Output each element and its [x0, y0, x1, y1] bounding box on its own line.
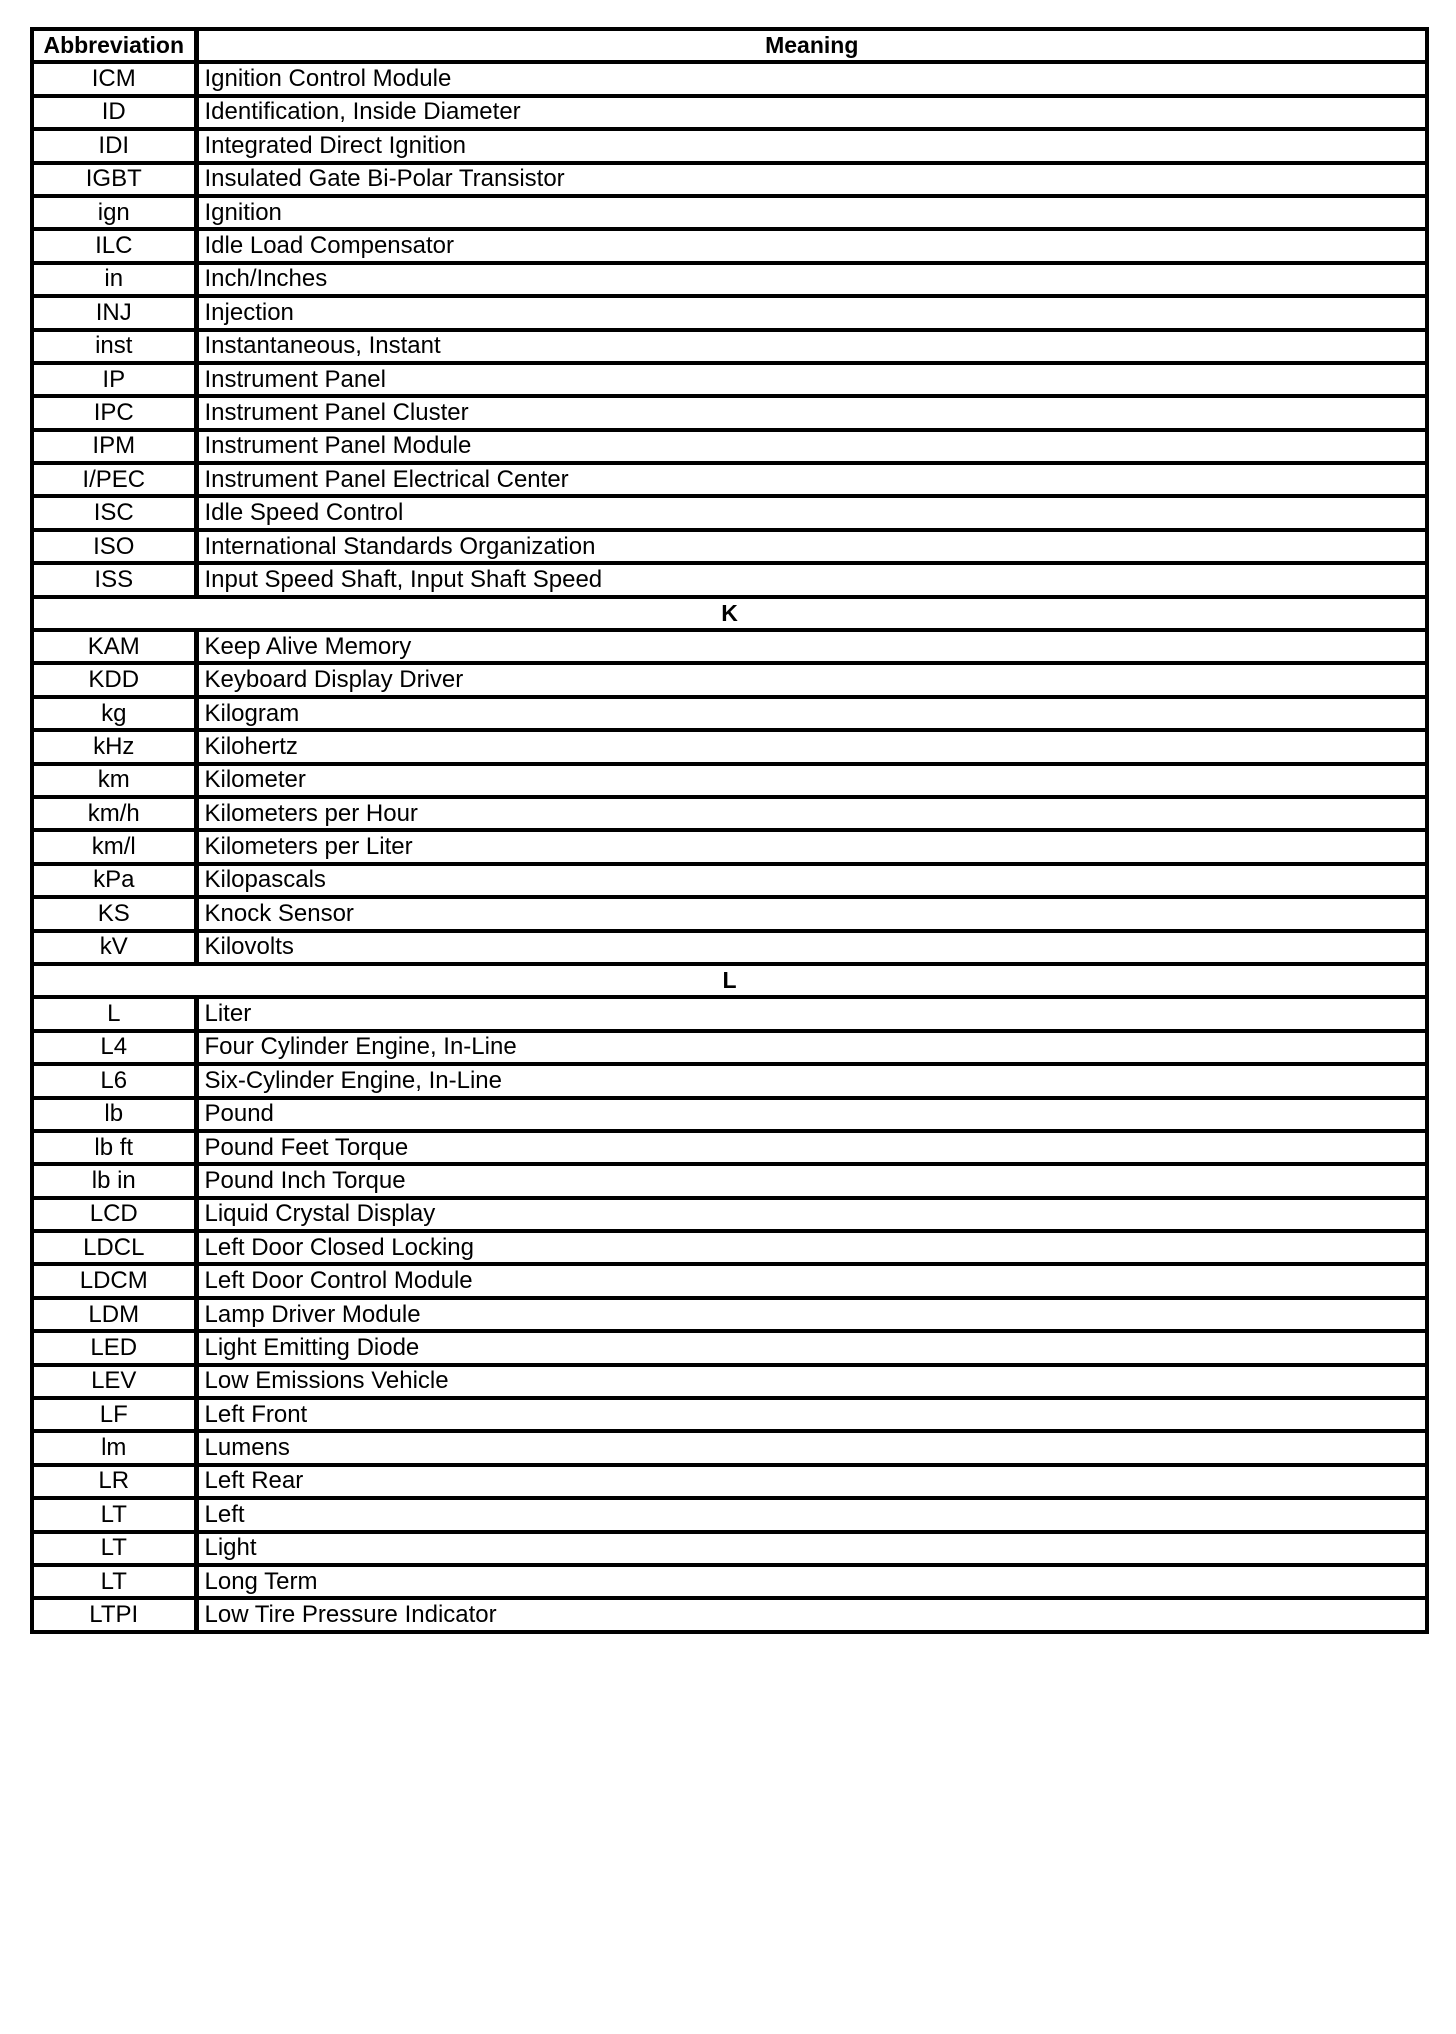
abbreviation-cell: in [32, 263, 196, 296]
abbreviation-cell: ICM [32, 62, 196, 95]
meaning-cell: Keep Alive Memory [196, 630, 1427, 663]
table-row [32, 1365, 1427, 1398]
meaning-cell: Injection [196, 296, 1427, 329]
meaning-cell: Left [196, 1498, 1427, 1531]
meaning-cell: Idle Load Compensator [196, 229, 1427, 262]
table-row [32, 463, 1427, 496]
meaning-cell: Lumens [196, 1431, 1427, 1464]
abbreviation-cell: LED [32, 1331, 196, 1364]
meaning-cell: Kilometer [196, 764, 1427, 797]
abbreviation-cell: kPa [32, 864, 196, 897]
table-row [32, 931, 1427, 964]
header-row [32, 29, 1427, 62]
table-body [32, 62, 1427, 1631]
table-row [32, 730, 1427, 763]
meaning-cell: Inch/Inches [196, 263, 1427, 296]
abbreviation-cell: ID [32, 96, 196, 129]
abbreviation-cell: LR [32, 1465, 196, 1498]
abbreviation-cell: LDCL [32, 1231, 196, 1264]
table-row [32, 363, 1427, 396]
abbreviation-cell: inst [32, 330, 196, 363]
table-row [32, 96, 1427, 129]
table-row [32, 196, 1427, 229]
table-row [32, 830, 1427, 863]
table-row [32, 1098, 1427, 1131]
table-row [32, 229, 1427, 262]
section-row [32, 597, 1427, 630]
meaning-cell: Pound Inch Torque [196, 1164, 1427, 1197]
meaning-cell: Instrument Panel Cluster [196, 396, 1427, 429]
abbreviation-cell: ISO [32, 530, 196, 563]
meaning-cell: Kilovolts [196, 931, 1427, 964]
meaning-cell: Liquid Crystal Display [196, 1198, 1427, 1231]
table-row [32, 263, 1427, 296]
abbreviation-cell: lb [32, 1098, 196, 1131]
abbreviation-cell: LTPI [32, 1598, 196, 1631]
abbreviation-cell: L4 [32, 1031, 196, 1064]
table-row [32, 1431, 1427, 1464]
meaning-cell: Keyboard Display Driver [196, 663, 1427, 696]
table-row [32, 163, 1427, 196]
table-row [32, 1398, 1427, 1431]
abbreviation-cell: LF [32, 1398, 196, 1431]
abbreviation-cell: IP [32, 363, 196, 396]
meaning-cell: Left Door Closed Locking [196, 1231, 1427, 1264]
abbreviation-cell: KDD [32, 663, 196, 696]
meaning-cell: Kilopascals [196, 864, 1427, 897]
table-row [32, 1231, 1427, 1264]
abbreviation-cell: ISC [32, 496, 196, 529]
meaning-cell: Insulated Gate Bi-Polar Transistor [196, 163, 1427, 196]
abbreviation-cell: LEV [32, 1365, 196, 1398]
table-row [32, 697, 1427, 730]
abbreviation-cell: KAM [32, 630, 196, 663]
abbreviation-cell: IPC [32, 396, 196, 429]
abbreviation-cell: km [32, 764, 196, 797]
table-row [32, 1465, 1427, 1498]
meaning-cell: Input Speed Shaft, Input Shaft Speed [196, 563, 1427, 596]
table-row [32, 1031, 1427, 1064]
abbreviation-cell: lb ft [32, 1131, 196, 1164]
table-row [32, 1598, 1427, 1631]
table-row [32, 897, 1427, 930]
table-row [32, 1164, 1427, 1197]
table-row [32, 1532, 1427, 1565]
table-row [32, 1064, 1427, 1097]
section-letter: K [32, 597, 1427, 630]
meaning-cell: Liter [196, 997, 1427, 1030]
meaning-cell: Low Tire Pressure Indicator [196, 1598, 1427, 1631]
meaning-cell: Pound [196, 1098, 1427, 1131]
abbreviation-cell: ILC [32, 229, 196, 262]
meaning-cell: Six-Cylinder Engine, In-Line [196, 1064, 1427, 1097]
abbreviation-cell: IPM [32, 430, 196, 463]
table-row [32, 530, 1427, 563]
table-row [32, 1331, 1427, 1364]
table-row [32, 330, 1427, 363]
table-row [32, 129, 1427, 162]
table-row [32, 1198, 1427, 1231]
table-row [32, 396, 1427, 429]
table-row [32, 864, 1427, 897]
abbreviation-cell: INJ [32, 296, 196, 329]
table-row [32, 764, 1427, 797]
header-abbreviation: Abbreviation [32, 29, 196, 62]
meaning-cell: Long Term [196, 1565, 1427, 1598]
table-row [32, 563, 1427, 596]
table-row [32, 997, 1427, 1030]
abbreviation-cell: ISS [32, 563, 196, 596]
meaning-cell: Left Front [196, 1398, 1427, 1431]
meaning-cell: Light [196, 1532, 1427, 1565]
meaning-cell: Pound Feet Torque [196, 1131, 1427, 1164]
meaning-cell: Left Rear [196, 1465, 1427, 1498]
table-row [32, 1298, 1427, 1331]
meaning-cell: Kilometers per Hour [196, 797, 1427, 830]
abbreviation-cell: L6 [32, 1064, 196, 1097]
abbreviation-cell: I/PEC [32, 463, 196, 496]
table-row [32, 496, 1427, 529]
meaning-cell: Left Door Control Module [196, 1264, 1427, 1297]
meaning-cell: Kilohertz [196, 730, 1427, 763]
table-row [32, 630, 1427, 663]
abbreviation-cell: IGBT [32, 163, 196, 196]
meaning-cell: Kilometers per Liter [196, 830, 1427, 863]
meaning-cell: Low Emissions Vehicle [196, 1365, 1427, 1398]
abbreviation-cell: kg [32, 697, 196, 730]
abbreviation-cell: lb in [32, 1164, 196, 1197]
abbreviation-cell: L [32, 997, 196, 1030]
abbreviation-cell: IDI [32, 129, 196, 162]
meaning-cell: Light Emitting Diode [196, 1331, 1427, 1364]
section-letter: L [32, 964, 1427, 997]
abbreviation-table [30, 27, 1429, 1634]
meaning-cell: Kilogram [196, 697, 1427, 730]
abbreviation-cell: km/h [32, 797, 196, 830]
abbreviation-cell: LDCM [32, 1264, 196, 1297]
abbreviation-cell: LT [32, 1565, 196, 1598]
meaning-cell: Ignition [196, 196, 1427, 229]
meaning-cell: Instrument Panel Electrical Center [196, 463, 1427, 496]
abbreviation-cell: KS [32, 897, 196, 930]
meaning-cell: Four Cylinder Engine, In-Line [196, 1031, 1427, 1064]
abbreviation-cell: LT [32, 1532, 196, 1565]
abbreviation-cell: LT [32, 1498, 196, 1531]
meaning-cell: Ignition Control Module [196, 62, 1427, 95]
abbreviation-cell: ign [32, 196, 196, 229]
meaning-cell: Identification, Inside Diameter [196, 96, 1427, 129]
abbreviation-cell: kHz [32, 730, 196, 763]
meaning-cell: Instrument Panel Module [196, 430, 1427, 463]
meaning-cell: International Standards Organization [196, 530, 1427, 563]
meaning-cell: Integrated Direct Ignition [196, 129, 1427, 162]
abbreviation-cell: lm [32, 1431, 196, 1464]
abbreviation-cell: LCD [32, 1198, 196, 1231]
table-row [32, 797, 1427, 830]
table-row [32, 430, 1427, 463]
table-row [32, 1264, 1427, 1297]
abbreviation-cell: km/l [32, 830, 196, 863]
table-row [32, 62, 1427, 95]
table-row [32, 1565, 1427, 1598]
table-row [32, 1131, 1427, 1164]
meaning-cell: Idle Speed Control [196, 496, 1427, 529]
table-row [32, 1498, 1427, 1531]
meaning-cell: Lamp Driver Module [196, 1298, 1427, 1331]
meaning-cell: Instantaneous, Instant [196, 330, 1427, 363]
section-row [32, 964, 1427, 997]
abbreviation-cell: LDM [32, 1298, 196, 1331]
abbreviation-cell: kV [32, 931, 196, 964]
table-row [32, 296, 1427, 329]
header-meaning: Meaning [196, 29, 1427, 62]
table-row [32, 663, 1427, 696]
meaning-cell: Knock Sensor [196, 897, 1427, 930]
meaning-cell: Instrument Panel [196, 363, 1427, 396]
